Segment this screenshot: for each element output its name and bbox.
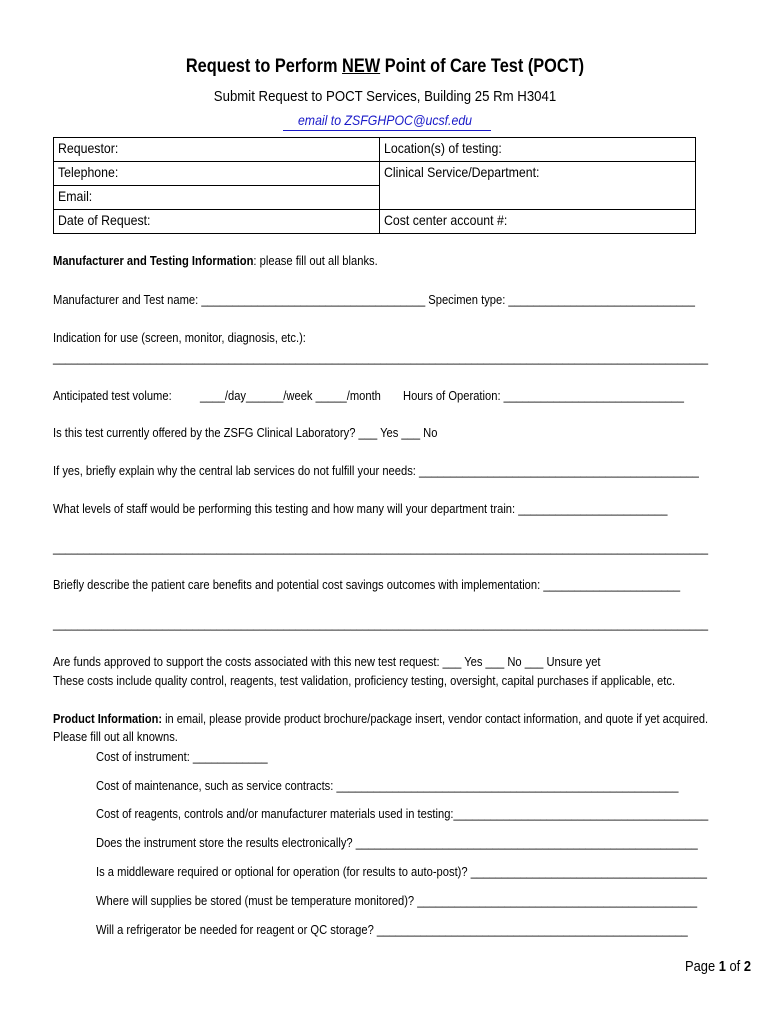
hours-of-operation-line[interactable]: Hours of Operation: _____________________________ [403,388,684,403]
zsfg-offered-question[interactable]: Is this test currently offered by the ZSFG Clinical Laboratory? ___ Yes ___ No [53,425,438,440]
indication-label: Indication for use (screen, monitor, diagnosis, etc.): [53,330,306,345]
product-item-cost-maintenance[interactable]: Cost of maintenance, such as service contracts: _______________________________________________________ [96,778,679,793]
page-title: Request to Perform NEW Point of Care Test (POCT) [185,56,585,77]
email-underline [283,130,491,131]
date-field[interactable]: Date of Request: [54,210,380,234]
benefits-line[interactable]: Briefly describe the patient care benefits and potential cost savings outcomes with implementation: ______________________ [53,577,681,592]
title-new: NEW [342,56,381,77]
staff-levels-line[interactable]: What levels of staff would be performing this testing and how many will your department train: ________________________ [53,501,668,516]
product-item-cost-instrument[interactable]: Cost of instrument: ____________ [96,749,268,764]
email-link[interactable]: email to ZSFGHPOC@ucsf.edu [297,112,473,128]
telephone-field[interactable]: Telephone: [54,162,380,186]
product-item-cost-reagents[interactable]: Cost of reagents, controls and/or manufacturer materials used in testing:_________________________________________ [96,806,709,821]
subtitle: Submit Request to POCT Services, Building 25 Rm H3041 [213,88,557,105]
email-field[interactable]: Email: [54,186,380,210]
product-item-middleware[interactable]: Is a middleware required or optional for operation (for results to auto-post)? ______________________________________ [96,864,708,879]
product-info-heading: Product Information: in email, please provide product brochure/package insert, vendor contact information, and quote if yet acquired. [53,711,709,726]
costs-include-note: These costs include quality control, reagents, test validation, proficiency testing, oversight, capital purchases if applicable, etc. [53,673,676,688]
product-item-refrigerator[interactable]: Will a refrigerator be needed for reagent or QC storage? __________________________________________________ [96,922,688,937]
indication-blank[interactable]: ____________________________________________________________________________________________________________ [53,350,709,365]
page-number: Page 1 of 2 [685,958,752,975]
clinical-service-field[interactable]: Clinical Service/Department: [380,162,696,210]
cost-center-field[interactable]: Cost center account #: [380,210,696,234]
manufacturer-section-heading: Manufacturer and Testing Information: please fill out all blanks. [53,253,378,268]
volume-label: Anticipated test volume: [53,388,172,403]
volume-fields[interactable]: ____/day______/week _____/month [200,388,381,403]
benefits-blank[interactable]: ____________________________________________________________________________________________________________ [53,616,709,631]
fill-knowns-note: Please fill out all knowns. [53,729,178,744]
manufacturer-test-name-line[interactable]: Manufacturer and Test name: ____________________________________ Specimen type: ______________________________ [53,292,695,307]
locations-field[interactable]: Location(s) of testing: [380,138,696,162]
product-item-stores-results[interactable]: Does the instrument store the results electronically? _______________________________________________________ [96,835,698,850]
if-yes-explain-line[interactable]: If yes, briefly explain why the central lab services do not fulfill your needs: _____________________________________________ [53,463,699,478]
requestor-info-table [53,137,696,234]
requestor-field[interactable]: Requestor: [54,138,380,162]
funds-approved-question[interactable]: Are funds approved to support the costs associated with this new test request: ___ Yes ___ No ___ Unsure yet [53,654,601,669]
staff-levels-blank[interactable]: ____________________________________________________________________________________________________________ [53,540,709,555]
product-item-supplies-storage[interactable]: Where will supplies be stored (must be temperature monitored)? _____________________________________________ [96,893,698,908]
